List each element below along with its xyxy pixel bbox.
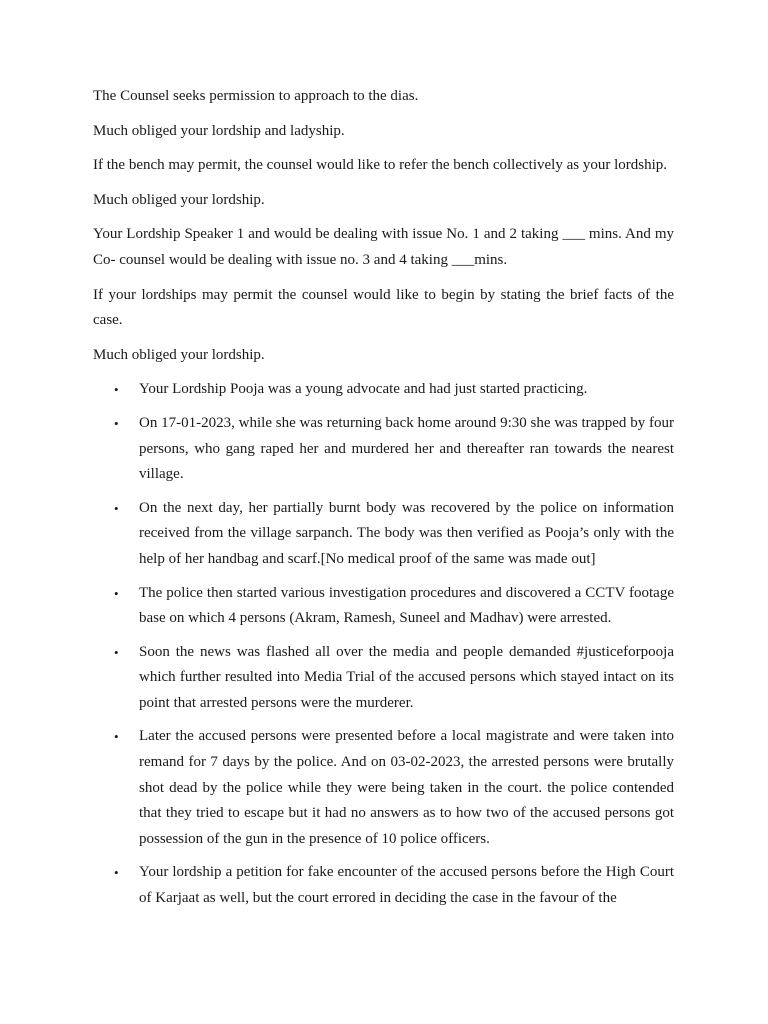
list-item [93,860,674,911]
bullet-text: On 17-01-2023, while she was returning back home around 9:30 she was trapped by four persons, who gang raped her and murdered her and thereafter ran towards the nearest village. [139,414,674,483]
bullet-icon: • [114,585,119,601]
list-item [93,411,674,488]
bullet-icon: • [114,644,119,660]
paragraph-refer-bench: If the bench may permit, the counsel would like to refer the bench collectively as your lordship. [93,157,667,174]
list-item [93,496,674,573]
bullet-text: Soon the news was flashed all over the media and people demanded #justiceforpooja which further resulted into Media Trial of the accused persons which stayed intact on its point that arrested persons were the murderer. [139,643,674,711]
bullet-text: The police then started various investigation procedures and discovered a CCTV footage base on which 4 persons (Akram, Ramesh, Suneel and Madhav) were arrested. [139,584,674,627]
facts-bullet-list [93,377,674,911]
bullet-text: Your Lordship Pooja was a young advocate and had just started practicing. [139,381,588,398]
document-body [93,84,674,920]
bullet-icon: • [114,729,119,745]
bullet-text: Your lordship a petition for fake encounter of the accused persons before the High Court of Karjaat as well, but the court errored in deciding the case in the favour of the [139,864,674,907]
paragraph-obliged-lordship-2: Much obliged your lordship. [93,346,265,363]
paragraph-obliged-lordship: Much obliged your lordship. [93,191,265,208]
bullet-icon: • [114,415,119,431]
bullet-icon: • [114,865,119,881]
list-item [93,640,674,717]
list-item [93,581,674,632]
list-item [93,377,674,403]
paragraph-counsel-permission: The Counsel seeks permission to approach to the dias. [93,88,419,104]
paragraph-brief-facts-intro: If your lordships may permit the counsel would like to begin by stating the brief facts of the case. [93,286,674,329]
paragraph-issue-allocation: Your Lordship Speaker 1 and would be dealing with issue No. 1 and 2 taking ___ mins. And my Co- counsel would be dealing with issue no. 3 and 4 taking ___mins. [93,226,674,268]
list-item [93,724,674,852]
bullet-text: Later the accused persons were presented before a local magistrate and were taken into remand for 7 days by the police. And on 03-02-2023, the arrested persons were brutally shot dead by the police while they were being taken in the court. the police contended that they tried to escape but it had no answers as to how two of the accused persons got possession of the gun in the presence of 10 police officers. [139,728,674,847]
bullet-icon: • [114,500,119,516]
bullet-icon: • [114,382,119,398]
paragraph-obliged-lordship-ladyship: Much obliged your lordship and ladyship. [93,122,345,139]
bullet-text: On the next day, her partially burnt body was recovered by the police on information received from the village sarpanch. The body was then verified as Pooja’s only with the help of her handbag and scarf.[No medical proof of the same was made out] [139,499,674,567]
